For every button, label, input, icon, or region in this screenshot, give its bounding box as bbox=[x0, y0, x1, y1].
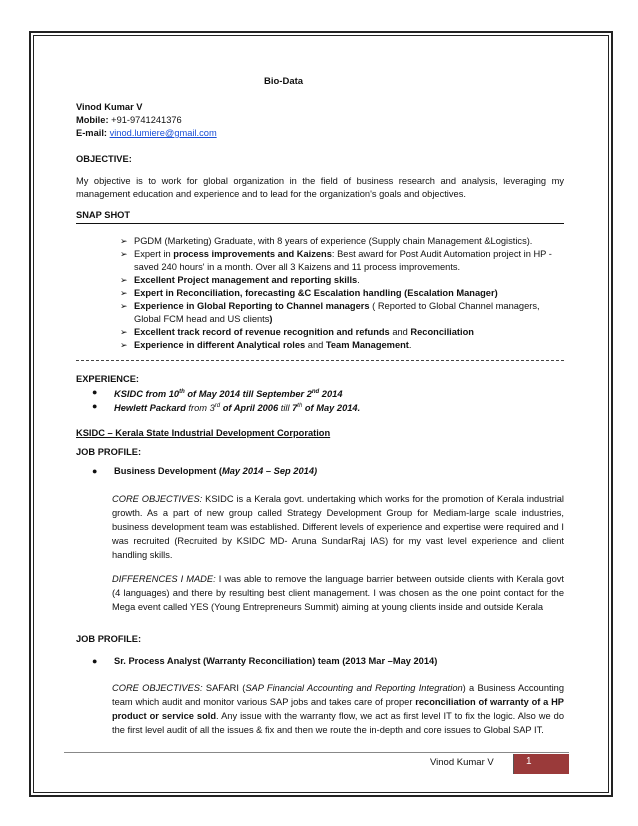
core-objectives-text: ) a Business Accounting team which audit and monitor various SAP jobs and takes care of proper bbox=[112, 683, 564, 707]
core-objectives-label: CORE OBJECTIVES: bbox=[112, 494, 203, 504]
experience-text: 7 bbox=[292, 403, 298, 414]
core-objectives-label: CORE OBJECTIVES: bbox=[112, 683, 203, 693]
experience-text: of May 2014 till September 2 bbox=[184, 389, 312, 400]
experience-text: till bbox=[278, 403, 293, 414]
superscript: th bbox=[297, 403, 303, 409]
experience-heading: EXPERIENCE: bbox=[76, 374, 140, 384]
bullet-icon: ● bbox=[92, 387, 98, 397]
core-objectives-text: KSIDC is a Kerala govt. undertaking which works for the promotion of Kerala industrial growth. As a part of new group called Strategy Development Group for Mediam-large scale industries, business development team was established. Different levels of experience and expertise were required and I was recruited (Recruited by KSIDC MD- Aruna SundarRaj IAS) for my vast level experience and client handling skills. bbox=[112, 494, 564, 560]
experience-item-ksidc bbox=[114, 386, 564, 401]
snapshot-item bbox=[134, 300, 566, 326]
core-objectives-text: . Any issue with the warranty flow, we act as first level IT to fix the logic. Also we do the first level audit of all the issues & fix and then we route the in-depth and core issues to Global SAP IT. bbox=[112, 711, 564, 735]
experience-text: of April 2006 bbox=[220, 403, 279, 414]
snapshot-heading: SNAP SHOT bbox=[76, 210, 131, 220]
core-objectives-text: SAFARI ( bbox=[202, 683, 246, 693]
objective-text: My objective is to work for global organization in the field of business research and analysis, leveraging my management education and experience and to lead for the organization's goals and objectives. bbox=[76, 176, 564, 199]
experience-text: KSIDC from 10 bbox=[114, 389, 180, 400]
superscript: nd bbox=[311, 389, 320, 395]
core-objectives-emphasis: reconciliation of warranty of a HP product or service sold bbox=[112, 697, 564, 721]
snapshot-emphasis: Excellent track record of revenue recognition and refunds bbox=[134, 327, 390, 337]
snapshot-emphasis: Experience in different Analytical roles bbox=[134, 340, 306, 350]
bullet-icon: ● bbox=[92, 401, 98, 411]
core-objectives-emphasis: SAP Financial Accounting and Reporting Integration bbox=[245, 683, 463, 693]
candidate-name: Vinod Kumar V bbox=[76, 102, 143, 112]
snapshot-emphasis: ) bbox=[269, 314, 273, 324]
email-label: E-mail: bbox=[76, 128, 107, 138]
snapshot-emphasis: Team Management bbox=[325, 340, 409, 350]
snapshot-text: Expert in bbox=[134, 249, 174, 259]
experience-text: 2014 bbox=[319, 389, 343, 400]
mobile-value: +91-9741241376 bbox=[111, 115, 182, 125]
experience-text: from 3 bbox=[185, 403, 215, 414]
check-arrow-icon: ➢ bbox=[120, 301, 128, 311]
snapshot-item bbox=[134, 339, 566, 352]
snapshot-item bbox=[134, 248, 566, 274]
snapshot-item bbox=[134, 326, 566, 339]
differences-label: DIFFERENCES I MADE: bbox=[112, 574, 216, 584]
experience-item-hp bbox=[114, 400, 564, 415]
snapshot-text: and bbox=[305, 340, 326, 350]
job-title-business-development bbox=[114, 465, 564, 478]
snapshot-emphasis: Experience in Global Reporting to Channel managers bbox=[134, 301, 370, 311]
email-line bbox=[76, 127, 217, 140]
job2-core-objectives bbox=[112, 681, 564, 737]
mobile-line bbox=[76, 114, 182, 127]
check-arrow-icon: ➢ bbox=[120, 275, 128, 285]
job-title-dates: May 2014 – Sep 2014) bbox=[221, 466, 318, 476]
snapshot-text: and bbox=[389, 327, 411, 337]
footer-name: Vinod Kumar V bbox=[430, 757, 494, 768]
snapshot-emphasis: Excellent Project management and reporting skills bbox=[134, 275, 358, 285]
superscript: th bbox=[179, 389, 185, 395]
check-arrow-icon: ➢ bbox=[120, 288, 128, 298]
email-link[interactable]: vinod.lumiere@gmail.com bbox=[109, 128, 217, 138]
snapshot-item: Expert in Reconciliation, forecasting &C Escalation handling (Escalation Manager) bbox=[134, 288, 498, 298]
experience-text: of May 2014. bbox=[302, 403, 361, 414]
job1-differences bbox=[112, 572, 564, 614]
snapshot-item: PGDM (Marketing) Graduate, with 8 years of experience (Supply chain Management &Logistics). bbox=[134, 236, 533, 246]
experience-text: Hewlett Packard bbox=[114, 403, 186, 414]
snapshot-text: . bbox=[357, 275, 360, 285]
superscript: rd bbox=[214, 403, 221, 409]
bullet-icon: ● bbox=[92, 466, 98, 476]
objective-heading: OBJECTIVE: bbox=[76, 154, 132, 164]
page-number: 1 bbox=[526, 756, 532, 767]
check-arrow-icon: ➢ bbox=[120, 236, 128, 246]
snapshot-text: . bbox=[408, 340, 412, 350]
ksidc-heading: KSIDC – Kerala State Industrial Development Corporation bbox=[76, 428, 331, 438]
check-arrow-icon: ➢ bbox=[120, 327, 128, 337]
document-title: Bio-Data bbox=[264, 76, 304, 87]
snapshot-emphasis: Reconciliation bbox=[410, 327, 474, 337]
job-profile-heading: JOB PROFILE: bbox=[76, 447, 142, 457]
page-number-box bbox=[514, 754, 569, 774]
job1-core-objectives bbox=[112, 492, 564, 562]
footer-divider bbox=[64, 752, 569, 753]
check-arrow-icon: ➢ bbox=[120, 340, 128, 350]
snapshot-text: : Best award for Post Audit Automation project in HP - saved 240 hours' in a month. Over all 3 Kaizens and 11 process improvements. bbox=[134, 249, 552, 272]
snapshot-divider bbox=[76, 223, 564, 224]
job-title-process-analyst: Sr. Process Analyst (Warranty Reconciliation) team (2013 Mar –May 2014) bbox=[114, 656, 438, 666]
differences-text: I was able to remove the language barrier between outside clients with Kerala govt (4 languages) and there by resulting best client management. I was chosen as the one point contact for the Mega event called YES (Young Entrepreneurs Summit) aiming at young clients inside and outside Kerala bbox=[112, 574, 564, 612]
section-divider bbox=[76, 360, 564, 361]
job-profile-heading: JOB PROFILE: bbox=[76, 634, 142, 644]
bullet-icon: ● bbox=[92, 656, 98, 666]
snapshot-text: ( Reported to Global Channel managers, Global FCM head and US clients bbox=[134, 301, 540, 324]
snapshot-item bbox=[134, 274, 566, 287]
check-arrow-icon: ➢ bbox=[120, 249, 128, 259]
job-title-text: Business Development ( bbox=[114, 466, 222, 476]
mobile-label: Mobile: bbox=[76, 115, 109, 125]
snapshot-emphasis: process improvements and Kaizens bbox=[173, 249, 332, 259]
